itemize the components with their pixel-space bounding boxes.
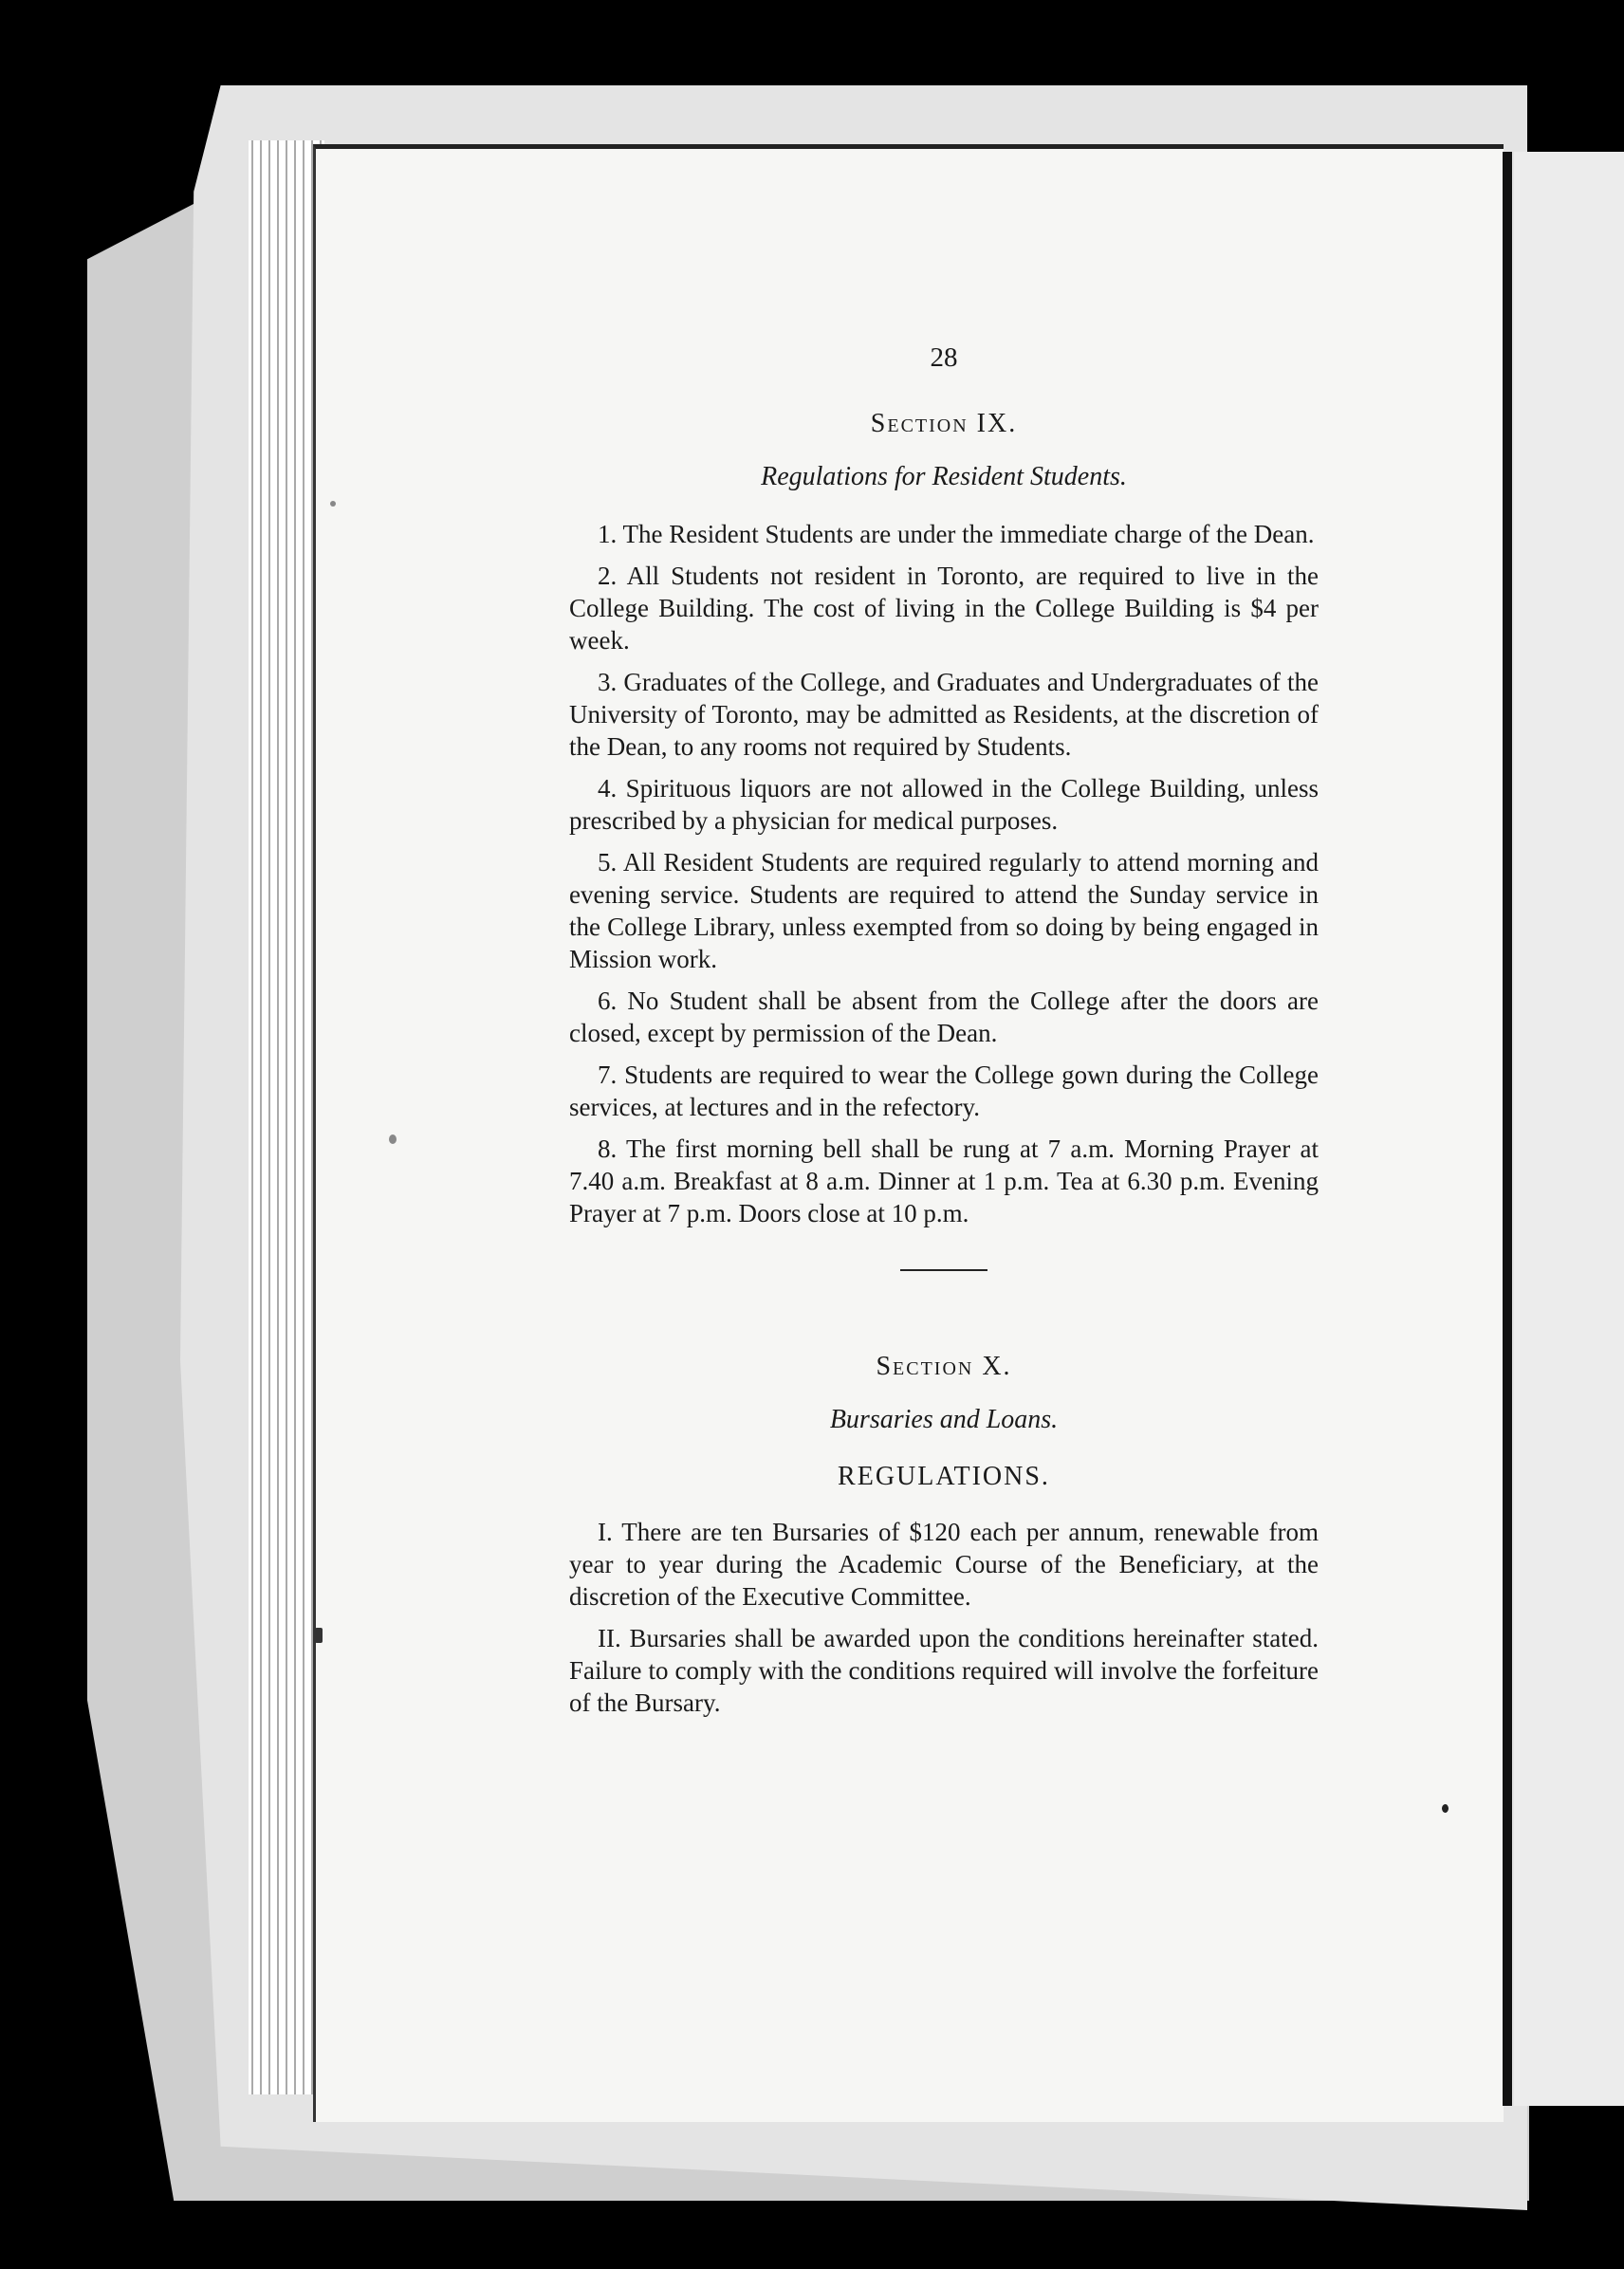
regulation-2: 2. All Students not resident in Toronto, are required to live in the College Building. The cost of living in the College Building is $4 per week. xyxy=(569,562,1319,655)
scan-speck xyxy=(1442,1804,1449,1813)
section-x-title-text: Section X. xyxy=(876,1352,1012,1381)
page-number: 28 xyxy=(930,342,958,373)
binding-shadow xyxy=(1503,152,1512,2106)
section-ix-title xyxy=(569,408,1319,440)
regulation-8: 8. The first morning bell shall be rung at 7 a.m. Morning Prayer at 7.40 a.m. Breakfast at 8 a.m. Dinner at 1 p.m. Tea at 6.30 p.m. Evening Prayer at 7 p.m. Doors close at 10 p.m. xyxy=(569,1134,1319,1227)
bursary-regulation-1: I. There are ten Bursaries of $120 each per annum, renewable from year to year during the Academic Course of the Beneficiary, at the discretion of the Executive Committee. xyxy=(569,1518,1319,1611)
section-x-title xyxy=(569,1351,1319,1383)
facing-page-edge xyxy=(1514,152,1624,2106)
section-ix-subtitle: Regulations for Resident Students. xyxy=(761,462,1127,491)
regulation-6: 6. No Student shall be absent from the College after the doors are closed, except by permission of the Dean. xyxy=(569,987,1319,1047)
regulation-1: 1. The Resident Students are under the immediate charge of the Dean. xyxy=(598,520,1315,548)
regulation-7: 7. Students are required to wear the College gown during the College services, at lectures and in the refectory. xyxy=(569,1061,1319,1121)
regulation-4: 4. Spirituous liquors are not allowed in the College Building, unless prescribed by a physician for medical purposes. xyxy=(569,774,1319,835)
bursary-regulation-2: II. Bursaries shall be awarded upon the conditions hereinafter stated. Failure to comply with the conditions required will involve the forfeiture of the Bursary. xyxy=(569,1624,1319,1717)
regulation-3: 3. Graduates of the College, and Graduates and Undergraduates of the University of Toronto, may be admitted as Residents, at the discretion of the Dean, to any rooms not required by Students. xyxy=(569,668,1319,761)
scan-speck xyxy=(389,1134,397,1144)
regulations-heading: REGULATIONS. xyxy=(838,1462,1050,1491)
scan-speck xyxy=(330,501,336,507)
section-divider xyxy=(900,1269,987,1271)
regulation-5: 5. All Resident Students are required regularly to attend morning and evening service. Students are required to attend the Sunday service in the College Library, unless exempted from so doing by being engaged in Mission work. xyxy=(569,848,1319,973)
section-x-subtitle: Bursaries and Loans. xyxy=(829,1405,1059,1434)
section-ix-title-text: Section IX. xyxy=(870,409,1018,438)
page-text xyxy=(569,341,1319,1728)
scan-speck xyxy=(315,1628,323,1643)
